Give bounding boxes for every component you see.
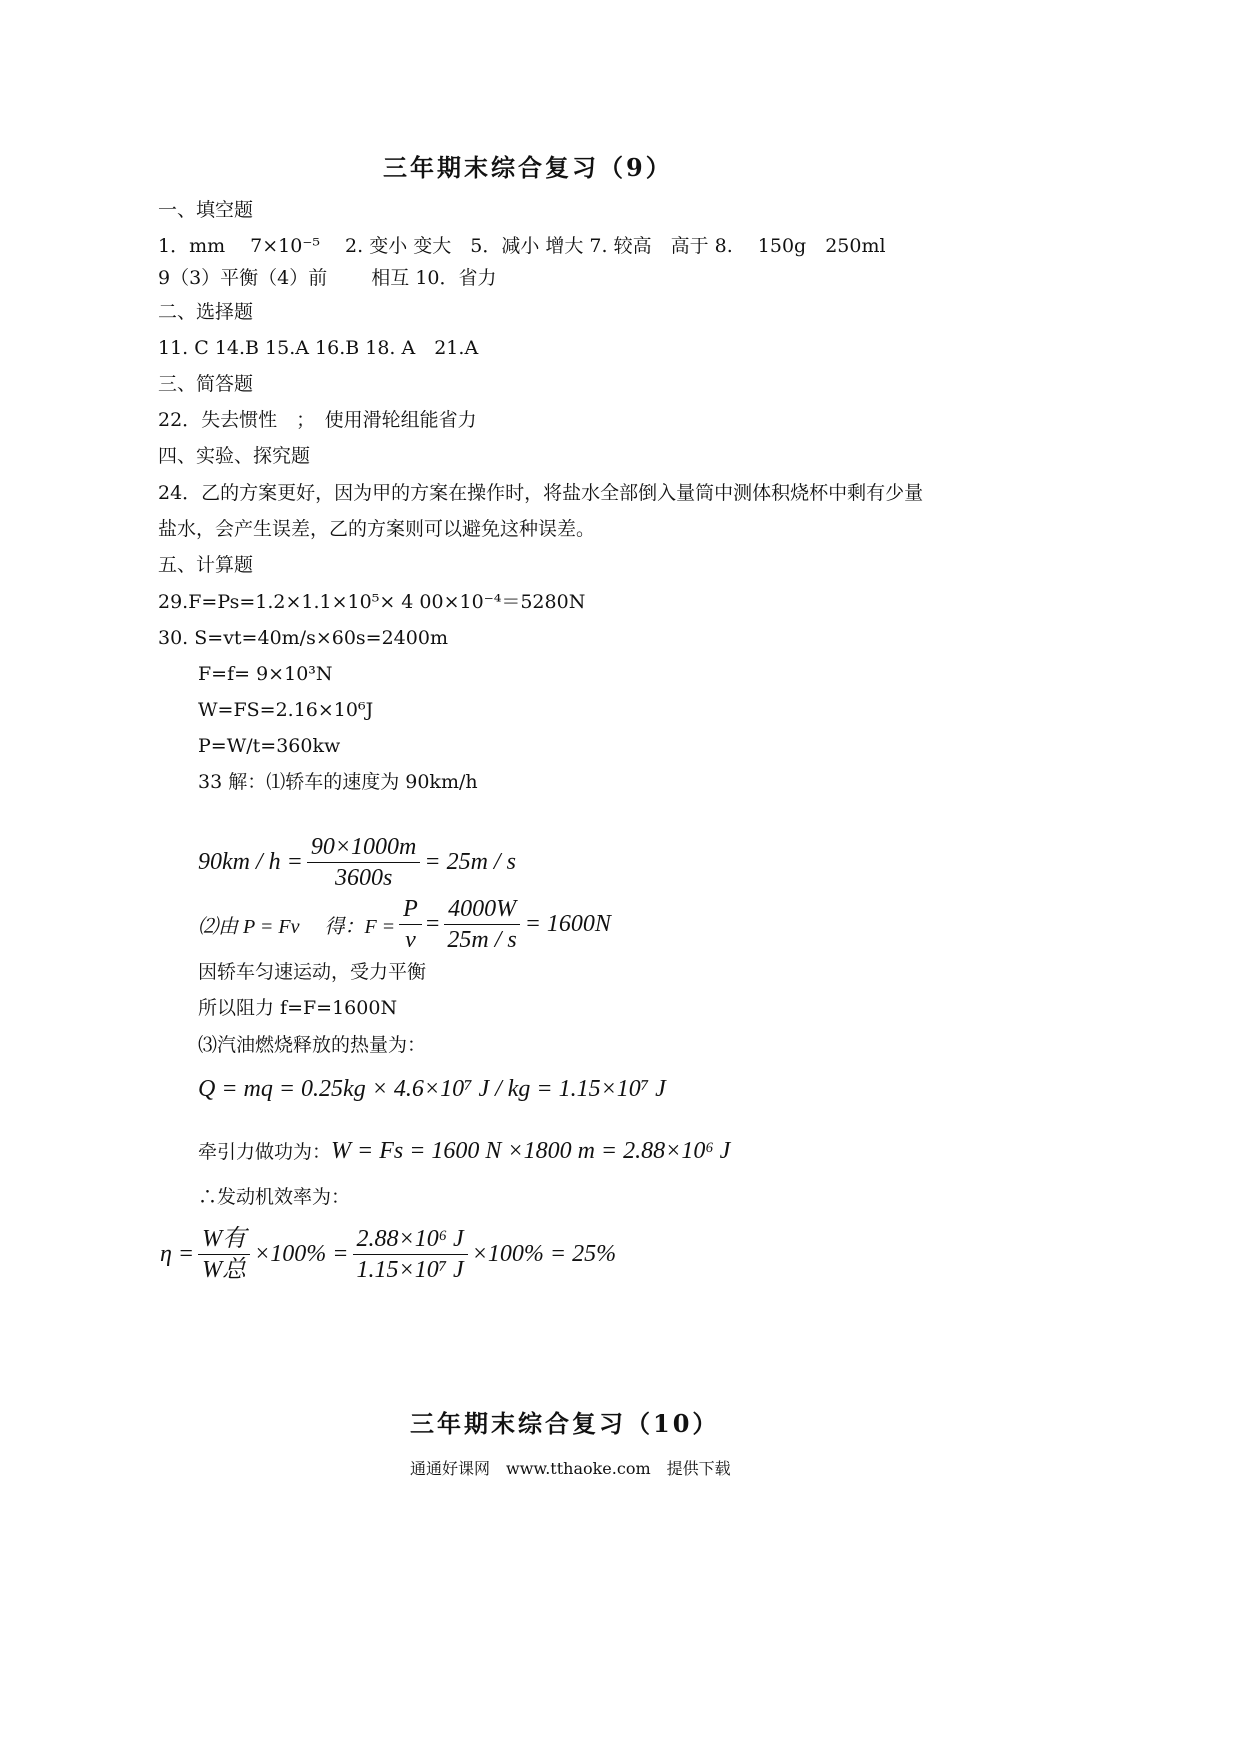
section-fill-blank: 一、填空题 <box>158 199 254 221</box>
equation-heat: Q = mq = 0.25kg × 4.6×10⁷ J / kg = 1.15×10⁷ J <box>198 1076 666 1102</box>
equation-work <box>198 1138 730 1165</box>
eq-text: ×100% = <box>254 1241 349 1267</box>
fraction <box>399 896 422 953</box>
eq-text: = <box>425 911 440 937</box>
eq-text: W = Fs = 1600 N ×1800 m = 2.88×10⁶ J <box>331 1138 731 1164</box>
eq-text: ×100% = 25% <box>471 1241 617 1267</box>
answer-line: ∴发动机效率为： <box>198 1186 351 1208</box>
section-choice: 二、选择题 <box>158 301 254 323</box>
fraction-denominator: 3600s <box>334 865 393 891</box>
answer-line: 盐水，会产生误差，乙的方案则可以避免这种误差。 <box>158 518 596 540</box>
answer-line: ⑶汽油燃烧释放的热量为： <box>198 1034 427 1056</box>
fraction <box>307 834 421 891</box>
section-calculation: 五、计算题 <box>158 554 254 576</box>
fraction <box>443 896 520 953</box>
eq-label: 牵引力做功为： <box>198 1140 332 1163</box>
equation-force <box>198 896 611 953</box>
eq-text: = 1600N <box>524 911 611 937</box>
eq-text: η = <box>160 1241 195 1267</box>
answer-line: F=f= 9×10³N <box>198 663 333 685</box>
next-section-title: 三年期末综合复习（10） <box>410 1409 720 1438</box>
answer-line: 24．乙的方案更好，因为甲的方案在操作时，将盐水全部倒入量筒中测体积烧杯中剩有少量 <box>158 482 924 504</box>
equation-efficiency <box>160 1226 616 1283</box>
answer-line: 30. S=vt=40m/s×60s=2400m <box>158 627 448 649</box>
fraction-numerator: 90×1000m <box>307 834 421 863</box>
fraction-numerator: W有 <box>198 1226 250 1255</box>
answer-line: 29.F=Ps=1.2×1.1×10⁵× 4 00×10⁻⁴＝5280N <box>158 591 586 613</box>
answer-line: 33 解：⑴轿车的速度为 90km/h <box>198 771 478 793</box>
answer-line: 所以阻力 f=F=1600N <box>198 997 398 1019</box>
equation-speed <box>198 834 516 891</box>
page-title: 三年期末综合复习（9） <box>383 153 673 182</box>
answer-line: 因轿车匀速运动，受力平衡 <box>198 961 427 983</box>
fraction-denominator: W总 <box>202 1257 247 1283</box>
fraction-denominator: v <box>405 927 416 953</box>
answer-line: 1．mm 7×10⁻⁵ 2. 变小 变大 5．减小 增大 7. 较高 高于 8. 150g 250ml <box>158 235 886 257</box>
fraction-numerator: 4000W <box>444 896 520 925</box>
answer-line: 22．失去惯性 ； 使用滑轮组能省力 <box>158 409 477 431</box>
section-short-answer: 三、简答题 <box>158 373 254 395</box>
answer-line: 11. C 14.B 15.A 16.B 18. A 21.A <box>158 337 479 359</box>
eq-text: 90km / h = <box>198 849 303 875</box>
fraction-denominator: 1.15×10⁷ J <box>356 1257 464 1283</box>
fraction-denominator: 25m / s <box>447 927 517 953</box>
answer-line: P=W/t=360kw <box>198 735 341 757</box>
footer-source: 通通好课网 www.tthaoke.com 提供下载 <box>410 1459 731 1478</box>
answer-line: 9（3）平衡（4）前 相互 10．省力 <box>158 267 497 289</box>
fraction <box>353 1226 468 1283</box>
eq-text: = 25m / s <box>424 849 516 875</box>
fraction <box>198 1226 250 1283</box>
eq-text: ⑵由 P = Fv 得：F = <box>198 916 396 938</box>
fraction-numerator: 2.88×10⁶ J <box>353 1226 468 1255</box>
answer-line: W=FS=2.16×10⁶J <box>198 699 374 721</box>
section-experiment: 四、实验、探究题 <box>158 445 311 467</box>
fraction-numerator: P <box>399 896 422 925</box>
